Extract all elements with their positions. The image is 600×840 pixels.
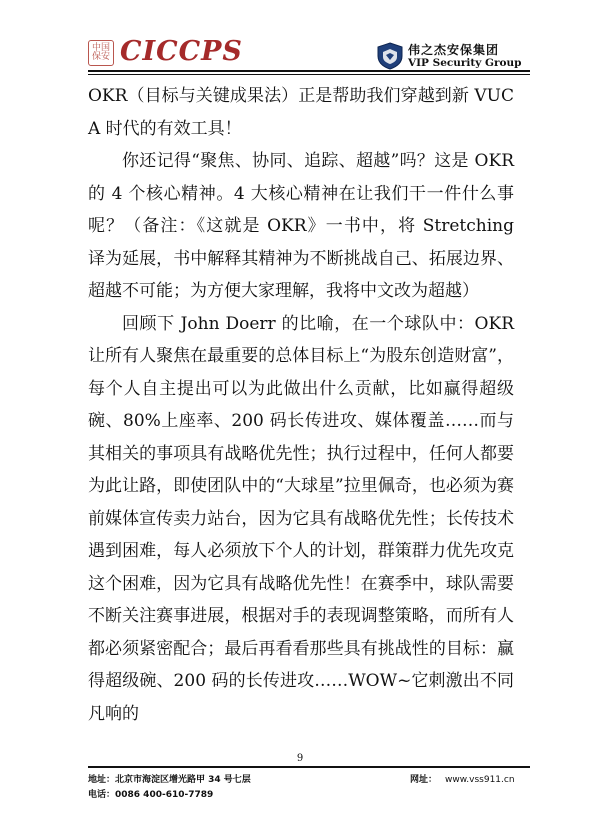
footer-address: 地址：北京市海淀区增光路甲 34 号七层 — [88, 775, 251, 785]
brand-name: CICCPS — [120, 36, 243, 67]
document-body — [88, 80, 514, 730]
footer-phone: 电话：0086 400-610-7789 — [88, 790, 214, 800]
header-divider-thin — [88, 74, 530, 75]
vip-security-logo — [376, 40, 526, 72]
paragraph-1: OKR（目标与关键成果法）正是帮助我们穿越到新 VUCA 时代的有效工具！ — [88, 86, 514, 139]
shield-icon — [376, 42, 404, 70]
website-url[interactable]: www.vss911.cn — [445, 775, 515, 785]
page-header — [0, 0, 600, 78]
footer-website — [410, 772, 515, 785]
footer-divider — [88, 766, 530, 768]
ciccps-logo — [88, 36, 278, 68]
paragraph-2: 你还记得“聚焦、协同、追踪、超越”吗？这是 OKR 的 4 个核心精神。4 大核心精神在让我们干一件什么事呢？（备注：《这就是 OKR》一书中，将 Stretching 译为延展，书中解释其精神为不断挑战自己、拓展边界、超越不可能；为方便大家理解，我将中文改为超越） — [88, 151, 514, 301]
company-name-en: VIP Security Group — [408, 57, 522, 69]
header-divider — [88, 70, 530, 72]
company-name-cn: 伟之杰安保集团 — [408, 43, 500, 57]
seal-icon: 中国 保安 — [88, 40, 114, 66]
paragraph-3: 回顾下 John Doerr 的比喻，在一个球队中：OKR 让所有人聚焦在最重要的总体目标上“为股东创造财富”，每个人自主提出可以为此做出什么贡献，比如赢得超级碗、80%上座率、200 码长传进攻、媒体覆盖……而与其相关的事项具有战略优先性；执行过程中，任何人都要为此让路，即使团队中的“大球星”拉里佩奇，也必须为赛前媒体宣传卖力站台，因为它具有战略优先性；长传技术遇到困难，每人必须放下个人的计划，群策群力优先攻克这个困难，因为它具有战略优先性！在赛季中，球队需要不断关注赛事进展，根据对手的表现调整策略，而所有人都必须紧密配合；最后再看看那些具有挑战性的目标：赢得超级碗、200 码的长传进攻……WOW~它刺激出不同凡响的 — [88, 313, 514, 724]
page-number: 9 — [296, 753, 304, 764]
website-label: 网址： — [410, 775, 438, 785]
